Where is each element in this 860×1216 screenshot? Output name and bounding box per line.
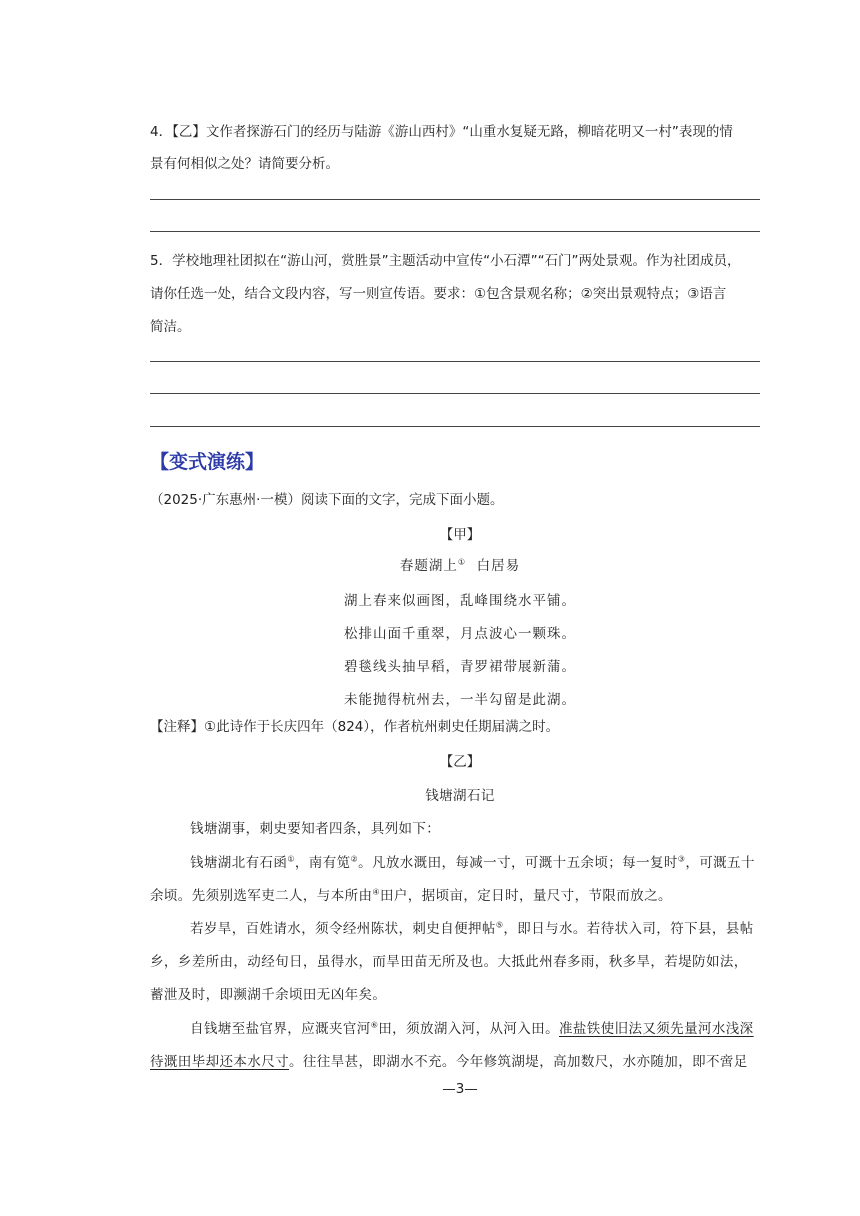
question-5-line-3: 简洁。	[150, 319, 191, 335]
footnote-marker: ④	[372, 887, 380, 897]
paragraph-2-line-2: 余顷。先须别选军吏二人，与本所由④田户，据顷亩，定日时，量尺寸，节限而放之。	[150, 887, 672, 904]
footnote-marker: ⑤	[495, 920, 504, 930]
paragraph-4-line-2: 待溉田毕却还本水尺寸。往往旱甚，即湖水不充。今年修筑湖堤，高加数尺，水亦随加，即不啻足	[150, 1054, 748, 1070]
page-number: —3—	[442, 1081, 478, 1097]
jia-label: 【甲】	[439, 527, 481, 543]
footnote-marker: ②	[350, 854, 359, 864]
question-5-line-1: 5．学校地理社团拟在“游山河，赏胜景”主题活动中宣传“小石潭”“石门”两处景观。作为社团成员，	[150, 253, 741, 269]
paragraph-2-line-1: 钱塘湖北有石函①，南有笕②。凡放水溉田，每减一寸，可溉十五余顷；每一复时③，可溉五十	[190, 854, 755, 871]
paragraph-3-line-3: 蓄泄及时，即濒湖千余顷田无凶年矣。	[150, 987, 387, 1003]
paragraph-4-line-1: 自钱塘至盐官界，应溉夹官河⑥田，须放湖入河，从河入田。准盐铁使旧法又须先量河水浅深	[190, 1020, 754, 1037]
poem-line: 碧毯线头抽早稻，青罗裙带展新蒲。	[344, 659, 576, 675]
poem-line: 湖上春来似画图，乱峰围绕水平铺。	[344, 593, 576, 609]
paragraph-3-line-2: 乡，乡差所由，动经旬日，虽得水，而旱田苗无所及也。大抵此州春多雨，秋多旱，若堤防如法，	[150, 954, 748, 970]
yi-label: 【乙】	[439, 754, 481, 770]
underlined-sentence: 待溉田毕却还本水尺寸	[150, 1054, 289, 1070]
answer-line[interactable]	[150, 426, 760, 427]
source-line: （2025·广东惠州·一模）阅读下面的文字，完成下面小题。	[150, 492, 504, 508]
footnote-marker: ①	[457, 557, 467, 567]
poem-title: 春题湖上	[399, 558, 458, 574]
essay-title: 钱塘湖石记	[425, 788, 495, 804]
poem-line: 松排山面千重翠，月点波心一颗珠。	[344, 626, 576, 642]
poem-title-line	[150, 554, 770, 574]
poem-author: 白居易	[476, 558, 521, 574]
underlined-sentence: 准盐铁使旧法又须先量河水浅深	[558, 1021, 754, 1037]
footnote-marker: ③	[677, 854, 686, 864]
footnote-marker: ⑥	[370, 1020, 379, 1030]
section-title: 【变式演练】	[150, 451, 265, 473]
annotation: 【注释】①此诗作于长庆四年（824），作者杭州刺史任期届满之时。	[150, 719, 560, 735]
footnote-marker: ①	[287, 854, 295, 864]
answer-line[interactable]	[150, 393, 760, 394]
answer-line[interactable]	[150, 199, 760, 200]
question-5-line-2: 请你任选一处，结合文段内容，写一则宣传语。要求：①包含景观名称；②突出景观特点；③语言	[150, 286, 727, 302]
question-4-line-1: 4．【乙】文作者探游石门的经历与陆游《游山西村》“山重水复疑无路，柳暗花明又一村”表现的情	[150, 124, 733, 140]
poem-line: 未能抛得杭州去，一半勾留是此湖。	[344, 692, 576, 708]
answer-line[interactable]	[150, 361, 760, 362]
answer-line[interactable]	[150, 231, 760, 232]
paragraph-3-line-1: 若岁旱，百姓请水，须令经州陈状，刺史自便押帖⑤，即日与水。若待状入司，符下县，县帖	[190, 920, 754, 937]
question-4-line-2: 景有何相似之处？请简要分析。	[150, 156, 339, 172]
paragraph-1: 钱塘湖事，刺史要知者四条，具列如下：	[190, 821, 441, 837]
